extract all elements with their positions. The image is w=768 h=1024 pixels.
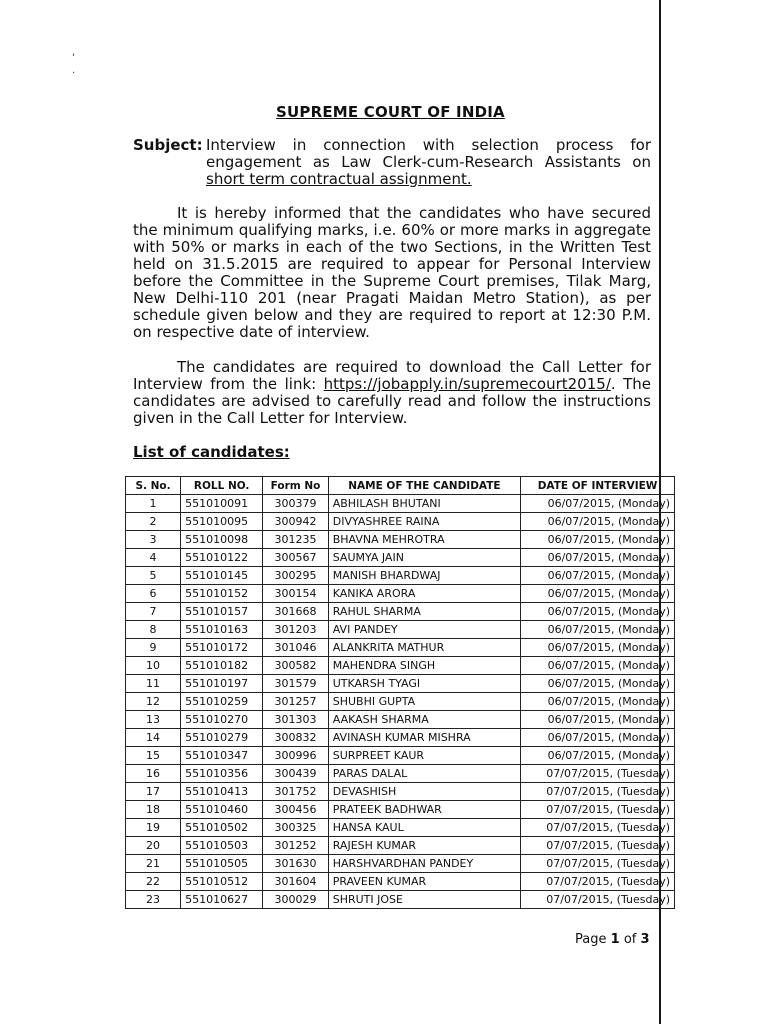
cell-sno: 7 [126, 603, 181, 621]
cell-sno: 5 [126, 567, 181, 585]
cell-roll-no: 551010145 [181, 567, 263, 585]
cell-interview-date: 06/07/2015, (Monday) [521, 495, 675, 513]
cell-form-no: 300832 [263, 729, 329, 747]
table-row [126, 819, 675, 837]
cell-interview-date: 07/07/2015, (Tuesday) [521, 873, 675, 891]
cell-interview-date: 07/07/2015, (Tuesday) [521, 837, 675, 855]
cell-sno: 8 [126, 621, 181, 639]
cell-interview-date: 07/07/2015, (Tuesday) [521, 819, 675, 837]
cell-candidate-name: PRAVEEN KUMAR [328, 873, 520, 891]
cell-form-no: 300029 [263, 891, 329, 909]
table-row [126, 585, 675, 603]
table-row [126, 495, 675, 513]
scan-specks: , . [72, 47, 76, 76]
cell-interview-date: 06/07/2015, (Monday) [521, 711, 675, 729]
paragraph-2-outro: . The candidates are advised to carefully read and follow the instructions given in the Call Letter for Interview. [133, 375, 651, 427]
cell-roll-no: 551010157 [181, 603, 263, 621]
cell-interview-date: 06/07/2015, (Monday) [521, 567, 675, 585]
cell-candidate-name: MAHENDRA SINGH [328, 657, 520, 675]
cell-sno: 9 [126, 639, 181, 657]
cell-interview-date: 06/07/2015, (Monday) [521, 675, 675, 693]
cell-candidate-name: SAUMYA JAIN [328, 549, 520, 567]
cell-sno: 19 [126, 819, 181, 837]
cell-sno: 22 [126, 873, 181, 891]
cell-sno: 16 [126, 765, 181, 783]
cell-roll-no: 551010502 [181, 819, 263, 837]
cell-roll-no: 551010413 [181, 783, 263, 801]
cell-candidate-name: KANIKA ARORA [328, 585, 520, 603]
page-number: Page 1 of 3 [575, 932, 650, 947]
cell-candidate-name: DEVASHISH [328, 783, 520, 801]
cell-sno: 10 [126, 657, 181, 675]
cell-interview-date: 07/07/2015, (Tuesday) [521, 783, 675, 801]
cell-interview-date: 06/07/2015, (Monday) [521, 549, 675, 567]
table-row [126, 765, 675, 783]
call-letter-link[interactable]: https://jobapply.in/supremecourt2015/ [323, 375, 611, 393]
cell-form-no: 301668 [263, 603, 329, 621]
cell-roll-no: 551010356 [181, 765, 263, 783]
subject-block [133, 137, 651, 188]
table-row [126, 711, 675, 729]
subject-text-plain: Interview in connection with selection process for engagement as Law Clerk-cum-Research Assistants on [206, 136, 651, 171]
cell-sno: 14 [126, 729, 181, 747]
cell-interview-date: 06/07/2015, (Monday) [521, 747, 675, 765]
cell-interview-date: 06/07/2015, (Monday) [521, 729, 675, 747]
cell-form-no: 301252 [263, 837, 329, 855]
header-sno: S. No. [126, 477, 181, 495]
cell-candidate-name: PARAS DALAL [328, 765, 520, 783]
cell-roll-no: 551010182 [181, 657, 263, 675]
cell-roll-no: 551010122 [181, 549, 263, 567]
cell-form-no: 301579 [263, 675, 329, 693]
cell-roll-no: 551010505 [181, 855, 263, 873]
table-row [126, 891, 675, 909]
table-row [126, 531, 675, 549]
table-row [126, 729, 675, 747]
table-row [126, 675, 675, 693]
cell-sno: 2 [126, 513, 181, 531]
table-row [126, 693, 675, 711]
cell-form-no: 300379 [263, 495, 329, 513]
table-row [126, 855, 675, 873]
cell-form-no: 300942 [263, 513, 329, 531]
cell-sno: 4 [126, 549, 181, 567]
cell-form-no: 301235 [263, 531, 329, 549]
cell-form-no: 300295 [263, 567, 329, 585]
cell-roll-no: 551010279 [181, 729, 263, 747]
cell-candidate-name: UTKARSH TYAGI [328, 675, 520, 693]
cell-interview-date: 06/07/2015, (Monday) [521, 639, 675, 657]
cell-roll-no: 551010259 [181, 693, 263, 711]
header-roll-no: ROLL NO. [181, 477, 263, 495]
cell-sno: 15 [126, 747, 181, 765]
cell-sno: 23 [126, 891, 181, 909]
subject-text-underlined: short term contractual assignment. [206, 170, 472, 188]
cell-roll-no: 551010098 [181, 531, 263, 549]
cell-form-no: 300154 [263, 585, 329, 603]
subject-label: Subject: [133, 136, 203, 154]
table-row [126, 873, 675, 891]
cell-candidate-name: HANSA KAUL [328, 819, 520, 837]
cell-candidate-name: AVI PANDEY [328, 621, 520, 639]
cell-interview-date: 06/07/2015, (Monday) [521, 603, 675, 621]
notice-paragraph-1: It is hereby informed that the candidates who have secured the minimum qualifying marks, i.e. 60% or more marks in aggregate with 50% or marks in each of the two Sections, in the Written Test held on 31.5.2015 are required to appear for Personal Interview before the Committee in the Supreme Court premises, Tilak Marg, New Delhi-110 201 (near Pragati Maidan Metro Station), as per schedule given below and they are required to report at 12:30 P.M. on respective date of interview. [133, 204, 651, 341]
cell-form-no: 301630 [263, 855, 329, 873]
cell-sno: 6 [126, 585, 181, 603]
cell-interview-date: 07/07/2015, (Tuesday) [521, 765, 675, 783]
cell-candidate-name: RAHUL SHARMA [328, 603, 520, 621]
cell-form-no: 300582 [263, 657, 329, 675]
table-row [126, 747, 675, 765]
cell-interview-date: 06/07/2015, (Monday) [521, 531, 675, 549]
cell-candidate-name: AVINASH KUMAR MISHRA [328, 729, 520, 747]
cell-roll-no: 551010172 [181, 639, 263, 657]
cell-roll-no: 551010627 [181, 891, 263, 909]
notice-paragraph-2 [133, 359, 651, 427]
table-row [126, 783, 675, 801]
table-row [126, 801, 675, 819]
cell-interview-date: 06/07/2015, (Monday) [521, 621, 675, 639]
header-interview-date: DATE OF INTERVIEW [521, 477, 675, 495]
cell-form-no: 301752 [263, 783, 329, 801]
cell-candidate-name: HARSHVARDHAN PANDEY [328, 855, 520, 873]
cell-form-no: 301203 [263, 621, 329, 639]
cell-sno: 12 [126, 693, 181, 711]
cell-candidate-name: AAKASH SHARMA [328, 711, 520, 729]
cell-form-no: 300325 [263, 819, 329, 837]
table-header-row [126, 477, 675, 495]
cell-candidate-name: SHUBHI GUPTA [328, 693, 520, 711]
subject-text [206, 137, 651, 188]
cell-candidate-name: SHRUTI JOSE [328, 891, 520, 909]
cell-sno: 18 [126, 801, 181, 819]
cell-form-no: 301604 [263, 873, 329, 891]
cell-candidate-name: PRATEEK BADHWAR [328, 801, 520, 819]
cell-form-no: 300439 [263, 765, 329, 783]
cell-candidate-name: SURPREET KAUR [328, 747, 520, 765]
cell-sno: 20 [126, 837, 181, 855]
table-row [126, 657, 675, 675]
cell-form-no: 301257 [263, 693, 329, 711]
cell-candidate-name: ABHILASH BHUTANI [328, 495, 520, 513]
table-row [126, 513, 675, 531]
cell-candidate-name: RAJESH KUMAR [328, 837, 520, 855]
paragraph-2-intro: The candidates are required to download the Call Letter for Interview from the link: [133, 358, 651, 393]
cell-sno: 13 [126, 711, 181, 729]
table-row [126, 567, 675, 585]
cell-interview-date: 06/07/2015, (Monday) [521, 657, 675, 675]
cell-sno: 1 [126, 495, 181, 513]
table-row [126, 837, 675, 855]
cell-roll-no: 551010512 [181, 873, 263, 891]
cell-roll-no: 551010091 [181, 495, 263, 513]
cell-interview-date: 06/07/2015, (Monday) [521, 585, 675, 603]
cell-form-no: 300996 [263, 747, 329, 765]
table-row [126, 621, 675, 639]
cell-candidate-name: MANISH BHARDWAJ [328, 567, 520, 585]
cell-form-no: 301046 [263, 639, 329, 657]
cell-interview-date: 07/07/2015, (Tuesday) [521, 891, 675, 909]
cell-roll-no: 551010460 [181, 801, 263, 819]
cell-roll-no: 551010270 [181, 711, 263, 729]
cell-candidate-name: DIVYASHREE RAINA [328, 513, 520, 531]
cell-interview-date: 06/07/2015, (Monday) [521, 513, 675, 531]
cell-sno: 17 [126, 783, 181, 801]
cell-sno: 3 [126, 531, 181, 549]
cell-interview-date: 07/07/2015, (Tuesday) [521, 855, 675, 873]
cell-interview-date: 07/07/2015, (Tuesday) [521, 801, 675, 819]
cell-roll-no: 551010503 [181, 837, 263, 855]
table-row [126, 639, 675, 657]
cell-sno: 21 [126, 855, 181, 873]
header-candidate-name: NAME OF THE CANDIDATE [328, 477, 520, 495]
cell-candidate-name: ALANKRITA MATHUR [328, 639, 520, 657]
header-form-no: Form No [263, 477, 329, 495]
table-row [126, 603, 675, 621]
cell-roll-no: 551010152 [181, 585, 263, 603]
cell-roll-no: 551010095 [181, 513, 263, 531]
cell-form-no: 300567 [263, 549, 329, 567]
page-title: SUPREME COURT OF INDIA [276, 103, 505, 121]
cell-roll-no: 551010163 [181, 621, 263, 639]
cell-interview-date: 06/07/2015, (Monday) [521, 693, 675, 711]
candidates-table [125, 476, 675, 909]
cell-sno: 11 [126, 675, 181, 693]
table-row [126, 549, 675, 567]
cell-form-no: 301303 [263, 711, 329, 729]
cell-candidate-name: BHAVNA MEHROTRA [328, 531, 520, 549]
cell-roll-no: 551010197 [181, 675, 263, 693]
cell-roll-no: 551010347 [181, 747, 263, 765]
cell-form-no: 300456 [263, 801, 329, 819]
list-title: List of candidates: [133, 443, 290, 461]
